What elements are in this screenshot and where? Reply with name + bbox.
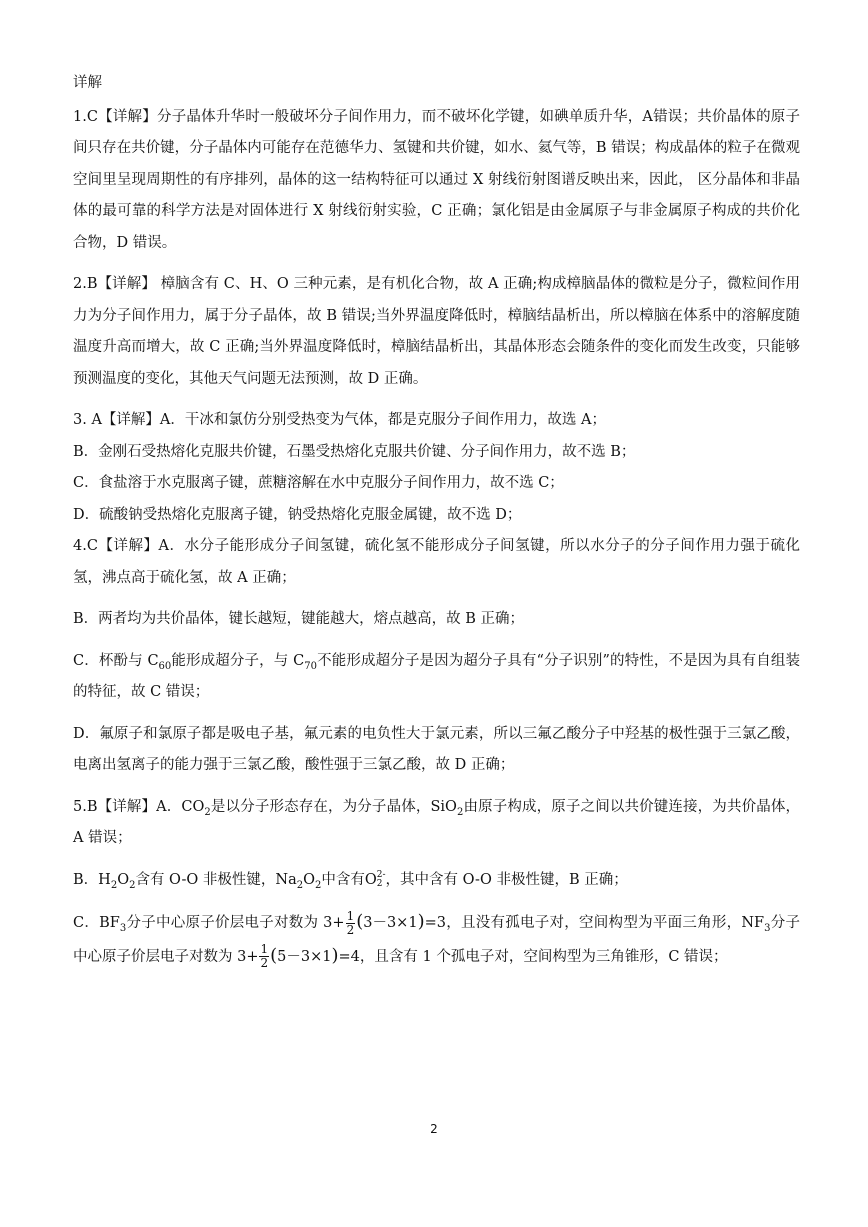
answer-3-option-a: 3. A【详解】A．干冰和氯仿分别受热变为气体，都是克服分子间作用力，故选 A； xyxy=(73,412,606,428)
answer-2: 2.B【详解】 樟脑含有 C、H、O 三种元素，是有机化合物，故 A 正确;构成樟脑晶体的微粒是分子，微粒间作用力为分子间作用力，属于分子晶体，故 B 错误;当外界温度降低时，樟脑结晶析出，所以樟脑在体系中的溶解度随温度升高而增大，故 C 正确;当外界温度降低时，樟脑结晶析出，其晶体形态会随条件的变化而发生改变，只能够预测温度的变化，其他天气问题无法预测，故 D 正确。 xyxy=(73,276,800,387)
answer-4-option-c: C．杯酚与 $C_{60}$能形成超分子，与 $C_{70}$不能形成超分子是因为超分子具有“分子识别”的特性，不是因为具有自组装的特征，故 C 错误； xyxy=(73,652,800,700)
answer-3 xyxy=(73,405,800,531)
fraction-one-half-2: $\frac{1}{2}$ xyxy=(260,942,269,970)
answer-4-option-a: 4.C【详解】A．水分子能形成分子间氢键，硫化氢不能形成分子间氢键，所以水分子的分子间作用力强于硫化氢，沸点高于硫化氢，故 A 正确； xyxy=(73,538,800,586)
peroxide-ion-scripts: 2- 2 xyxy=(376,869,386,889)
answer-3-option-c: C．食盐溶于水克服离子键，蔗糖溶解在水中克服分子间作用力，故不选 C； xyxy=(73,475,564,491)
answer-1: 1.C【详解】分子晶体升华时一般破坏分子间作用力，而不破坏化学键，如碘单质升华，A错误；共价晶体的原子间只存在共价键，分子晶体内可能存在范德华力、氢键和共价键，如水、氦气等，B 错误；构成晶体的粒子在微观空间里呈现周期性的有序排列，晶体的这一结构特征可以通过 X 射线衍射图谱反映出来，因此， 区分晶体和非晶体的最可靠的科学方法是对固体进行 X 射线衍射实验，C 正确；氯化铝是由金属原子与非金属原子构成的共价化合物，D 错误。 xyxy=(73,108,800,251)
answer-content xyxy=(73,68,800,973)
answer-5 xyxy=(73,792,800,974)
answer-5-option-a: 5.B【详解】A．$CO_2$是以分子形态存在，为分子晶体，SiO$_2$由原子构成，原子之间以共价键连接，为共价晶体，A 错误； xyxy=(73,798,800,846)
answer-4-option-d: D．氟原子和氯原子都是吸电子基，氟元素的电负性大于氯元素，所以三氟乙酸分子中羟基的极性强于三氯乙酸，电离出氢离子的能力强于三氯乙酸，酸性强于三氯乙酸，故 D 正确； xyxy=(73,725,800,773)
answer-3-option-b: B．金刚石受热熔化克服共价键，石墨受热熔化克服共价键、分子间作用力，故不选 B； xyxy=(73,443,636,460)
page-number: 2 xyxy=(430,1122,438,1136)
fraction-one-half: $\frac{1}{2}$ xyxy=(346,908,355,937)
answer-4-option-b: B．两者均为共价晶体，键长越短，键能越大，熔点越高，故 B 正确； xyxy=(73,611,525,627)
answer-4 xyxy=(73,531,800,782)
answer-5-option-b: B．$H_2O_2$含有 O-O 非极性键，$Na_2O_2$中含有O 2- 2 ，其中含有 O-O 非极性键，B 正确； xyxy=(73,869,628,891)
answer-5-option-c: C．$BF_3$分子中心原子价层电子对数为 3+ $\frac{1}{2}$ (3－3×1)=3，且没有孤电子对，空间构型为平面三角形，$NF_3$分子中心原子价层电子对数为 3+ $\frac{1}{2}$ (5－3×1)=4，且含有 1 个孤电子对，空间构型为三角锥形，C 错误； xyxy=(73,908,801,970)
section-heading: 详解 xyxy=(73,75,102,91)
answer-3-option-d: D．硫酸钠受热熔化克服离子键，钠受热熔化克服金属键，故不选 D； xyxy=(73,506,522,523)
